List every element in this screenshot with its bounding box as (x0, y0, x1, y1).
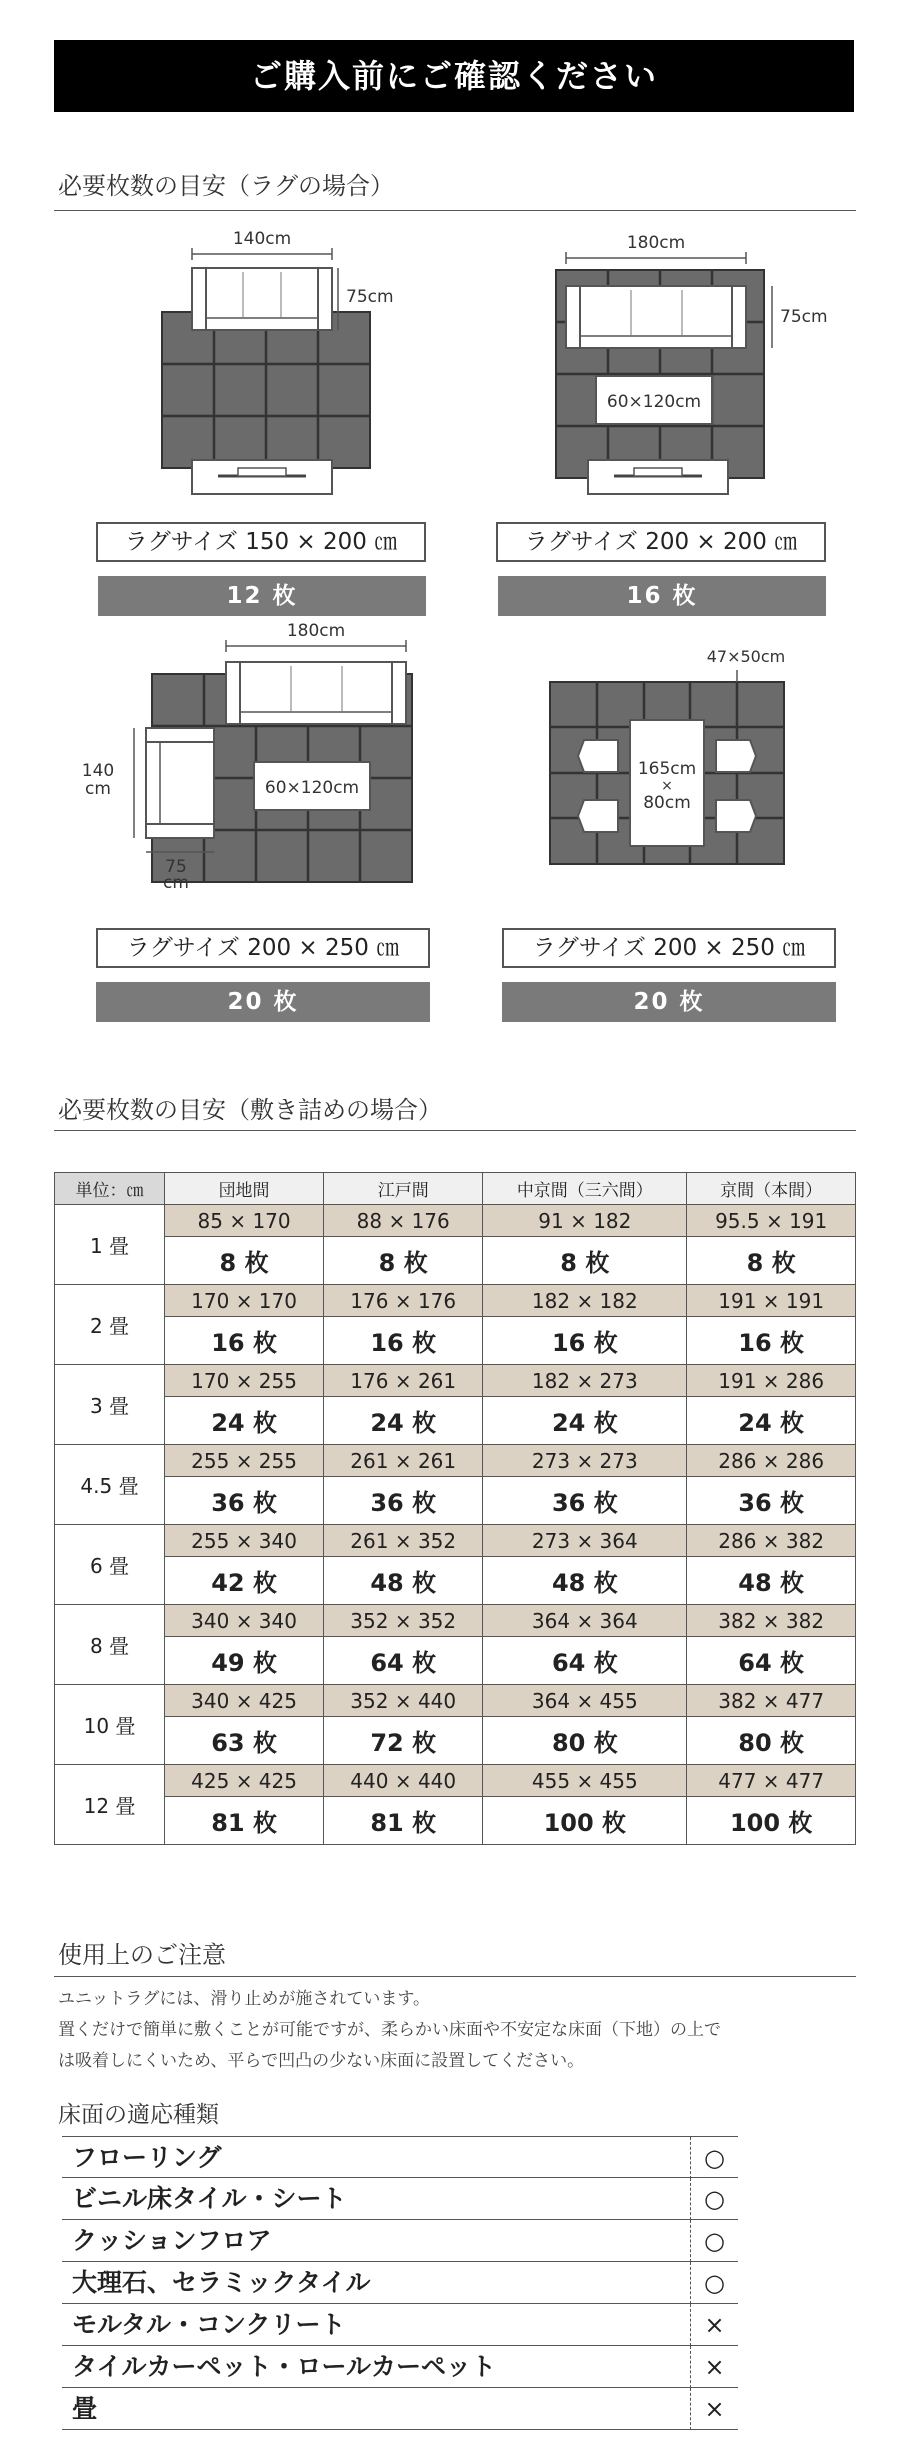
tv-stand-icon (588, 460, 728, 494)
tatami-size-label: 6 畳 (55, 1525, 165, 1605)
floor-type-row (62, 2178, 738, 2220)
floor-type-name: フローリング (72, 2143, 222, 2172)
room-dimension-cell: 340 × 340 (165, 1605, 324, 1637)
room-dimension-cell: 255 × 340 (165, 1525, 324, 1557)
table-row (55, 1797, 856, 1845)
room-dimension-cell: 170 × 255 (165, 1365, 324, 1397)
floor-type-name: クッションフロア (72, 2226, 272, 2255)
layout-diagram-3 (82, 621, 412, 893)
room-dimension-cell: 425 × 425 (165, 1765, 324, 1797)
layout-diagram-2 (556, 233, 828, 494)
room-dimension-cell: 440 × 440 (324, 1765, 483, 1797)
tile-count-cell: 49 枚 (165, 1637, 324, 1685)
suitable-mark-icon: ○ (690, 2137, 738, 2179)
tile-count-cell: 8 枚 (165, 1237, 324, 1285)
column-header: 団地間 (165, 1173, 324, 1205)
table-row (55, 1397, 856, 1445)
suitable-mark-icon: ○ (690, 2262, 738, 2304)
table-row (55, 1237, 856, 1285)
dining-table-icon (630, 720, 704, 846)
tile-count-cell: 48 枚 (483, 1557, 687, 1605)
tile-count-cell: 72 枚 (324, 1717, 483, 1765)
room-dimension-cell: 88 × 176 (324, 1205, 483, 1237)
column-header: 中京間（三六間） (483, 1173, 687, 1205)
tile-count-cell: 24 枚 (165, 1397, 324, 1445)
table-icon (254, 762, 370, 810)
tile-count-cell: 36 枚 (324, 1477, 483, 1525)
tile-count-cell: 48 枚 (324, 1557, 483, 1605)
dimension-label: 75cm (780, 307, 828, 327)
tile-count-3: 20 枚 (96, 982, 430, 1022)
section-divider (54, 1976, 856, 1977)
dimension-label: 180cm (286, 621, 346, 641)
room-dimension-cell: 286 × 382 (687, 1525, 856, 1557)
notes-line: は吸着しにくいため、平らで凹凸の少ない床面に設置してください。 (58, 2051, 585, 2071)
suitable-mark-icon: ○ (690, 2178, 738, 2220)
room-dimension-cell: 255 × 255 (165, 1445, 324, 1477)
room-dimension-cell: 286 × 286 (687, 1445, 856, 1477)
tatami-size-label: 12 畳 (55, 1765, 165, 1845)
armchair-icon (146, 728, 214, 838)
table-row (55, 1605, 856, 1637)
tile-count-cell: 81 枚 (165, 1797, 324, 1845)
tatami-size-label: 8 畳 (55, 1605, 165, 1685)
floor-type-name: モルタル・コンクリート (72, 2310, 346, 2339)
tile-count-cell: 81 枚 (324, 1797, 483, 1845)
tile-count-cell: 16 枚 (483, 1317, 687, 1365)
dimension-label: 180cm (626, 233, 686, 253)
room-dimension-cell: 364 × 455 (483, 1685, 687, 1717)
tatami-size-label: 1 畳 (55, 1205, 165, 1285)
table-row (55, 1557, 856, 1605)
tile-count-cell: 8 枚 (483, 1237, 687, 1285)
room-dimension-cell: 273 × 364 (483, 1525, 687, 1557)
room-dimension-cell: 382 × 477 (687, 1685, 856, 1717)
table-row (55, 1717, 856, 1765)
dimension-label: cm (163, 873, 189, 893)
tatami-size-label: 2 畳 (55, 1285, 165, 1365)
table-row (55, 1637, 856, 1685)
unsuitable-mark-icon: × (690, 2388, 738, 2430)
floor-type-row (62, 2388, 738, 2430)
room-dimension-cell: 85 × 170 (165, 1205, 324, 1237)
floor-type-row (62, 2136, 738, 2178)
dimension-label: 75 (165, 857, 187, 877)
tile-count-cell: 36 枚 (687, 1477, 856, 1525)
room-dimension-cell: 170 × 170 (165, 1285, 324, 1317)
tile-count-cell: 80 枚 (483, 1717, 687, 1765)
table-header-row (55, 1173, 856, 1205)
table-row (55, 1445, 856, 1477)
tile-count-cell: 80 枚 (687, 1717, 856, 1765)
dimension-label: 60×120cm (606, 392, 702, 412)
tile-count-cell: 8 枚 (324, 1237, 483, 1285)
dimension-label: 80cm (643, 793, 691, 813)
table-row (55, 1285, 856, 1317)
table-row (55, 1365, 856, 1397)
dimension-label: 140 (81, 761, 115, 781)
rug-layout-diagrams (0, 0, 900, 1040)
room-dimension-cell: 182 × 182 (483, 1285, 687, 1317)
floor-type-name: 大理石、セラミックタイル (72, 2268, 371, 2297)
table-icon (596, 376, 712, 424)
tile-count-cell: 24 枚 (324, 1397, 483, 1445)
tatami-size-label: 4.5 畳 (55, 1445, 165, 1525)
table-row (55, 1317, 856, 1365)
rug-section-title: 必要枚数の目安（ラグの場合） (58, 172, 394, 200)
floor-types-list (62, 2136, 738, 2430)
tile-count-cell: 64 枚 (324, 1637, 483, 1685)
table-row (55, 1525, 856, 1557)
dimension-label: 60×120cm (264, 778, 360, 798)
notes-line: 置くだけで簡単に敷くことが可能ですが、柔らかい床面や不安定な床面（下地）の上で (58, 2020, 721, 2040)
table-row (55, 1477, 856, 1525)
room-dimension-cell: 176 × 261 (324, 1365, 483, 1397)
room-dimension-cell: 261 × 261 (324, 1445, 483, 1477)
column-header: 京間（本間） (687, 1173, 856, 1205)
section-divider (54, 1130, 856, 1131)
room-dimension-cell: 261 × 352 (324, 1525, 483, 1557)
tile-count-cell: 24 枚 (483, 1397, 687, 1445)
room-dimension-cell: 191 × 191 (687, 1285, 856, 1317)
tile-count-cell: 64 枚 (687, 1637, 856, 1685)
floor-type-name: 畳 (72, 2394, 98, 2423)
sofa-icon (192, 268, 332, 330)
tile-count-4: 20 枚 (502, 982, 836, 1022)
tile-count-table (54, 1172, 856, 1845)
tile-count-cell: 16 枚 (324, 1317, 483, 1365)
layout-diagram-1 (162, 229, 394, 494)
tile-count-cell: 63 枚 (165, 1717, 324, 1765)
layout-diagram-4 (550, 647, 785, 864)
room-dimension-cell: 273 × 273 (483, 1445, 687, 1477)
tile-count-cell: 16 枚 (165, 1317, 324, 1365)
floor-type-name: タイルカーペット・ロールカーペット (72, 2352, 497, 2381)
tile-count-cell: 8 枚 (687, 1237, 856, 1285)
floor-type-row (62, 2346, 738, 2388)
dimension-label: 165cm (637, 759, 697, 779)
floor-type-row (62, 2304, 738, 2346)
tv-stand-icon (192, 460, 332, 494)
room-dimension-cell: 382 × 382 (687, 1605, 856, 1637)
room-dimension-cell: 191 × 286 (687, 1365, 856, 1397)
floor-type-row (62, 2220, 738, 2262)
tile-count-cell: 64 枚 (483, 1637, 687, 1685)
suitable-mark-icon: ○ (690, 2220, 738, 2262)
dimension-label: 75cm (346, 287, 394, 307)
tile-count-cell: 36 枚 (165, 1477, 324, 1525)
sofa-icon (226, 662, 406, 724)
page-banner: ご購入前にご確認ください (54, 40, 854, 112)
dimension-label: × (661, 778, 673, 794)
dimension-label: 140cm (232, 229, 292, 249)
room-dimension-cell: 95.5 × 191 (687, 1205, 856, 1237)
rug-size-label-2: ラグサイズ 200 × 200 ㎝ (496, 522, 826, 562)
room-dimension-cell: 91 × 182 (483, 1205, 687, 1237)
tile-count-cell: 16 枚 (687, 1317, 856, 1365)
floor-type-name: ビニル床タイル・シート (72, 2184, 347, 2213)
tile-count-cell: 36 枚 (483, 1477, 687, 1525)
room-dimension-cell: 340 × 425 (165, 1685, 324, 1717)
tile-count-1: 12 枚 (98, 576, 426, 616)
column-header: 江戸間 (324, 1173, 483, 1205)
tile-count-cell: 48 枚 (687, 1557, 856, 1605)
floor-types-title: 床面の適応種類 (58, 2102, 219, 2128)
tile-count-cell: 100 枚 (687, 1797, 856, 1845)
tile-count-cell: 42 枚 (165, 1557, 324, 1605)
table-row (55, 1765, 856, 1797)
tile-count-2: 16 枚 (498, 576, 826, 616)
notes-title: 使用上のご注意 (58, 1941, 226, 1969)
unit-header: 単位：㎝ (55, 1173, 165, 1205)
fill-section-title: 必要枚数の目安（敷き詰めの場合） (58, 1096, 442, 1124)
room-dimension-cell: 352 × 440 (324, 1685, 483, 1717)
tile-count-cell: 100 枚 (483, 1797, 687, 1845)
floor-type-row (62, 2262, 738, 2304)
rug-size-label-3: ラグサイズ 200 × 250 ㎝ (96, 928, 430, 968)
sofa-icon (566, 286, 746, 348)
room-dimension-cell: 364 × 364 (483, 1605, 687, 1637)
tile-count-cell: 24 枚 (687, 1397, 856, 1445)
tatami-size-label: 3 畳 (55, 1365, 165, 1445)
notes-text (58, 1984, 721, 2077)
room-dimension-cell: 176 × 176 (324, 1285, 483, 1317)
notes-line: ユニットラグには、滑り止めが施されています。 (58, 1989, 430, 2009)
dimension-label: 47×50cm (706, 647, 786, 666)
room-dimension-cell: 182 × 273 (483, 1365, 687, 1397)
rug-size-label-4: ラグサイズ 200 × 250 ㎝ (502, 928, 836, 968)
table-row (55, 1685, 856, 1717)
rug-size-label-1: ラグサイズ 150 × 200 ㎝ (96, 522, 426, 562)
room-dimension-cell: 352 × 352 (324, 1605, 483, 1637)
dimension-label: cm (85, 779, 111, 799)
tatami-size-label: 10 畳 (55, 1685, 165, 1765)
unsuitable-mark-icon: × (690, 2346, 738, 2388)
table-row (55, 1205, 856, 1237)
room-dimension-cell: 455 × 455 (483, 1765, 687, 1797)
room-dimension-cell: 477 × 477 (687, 1765, 856, 1797)
unsuitable-mark-icon: × (690, 2304, 738, 2346)
